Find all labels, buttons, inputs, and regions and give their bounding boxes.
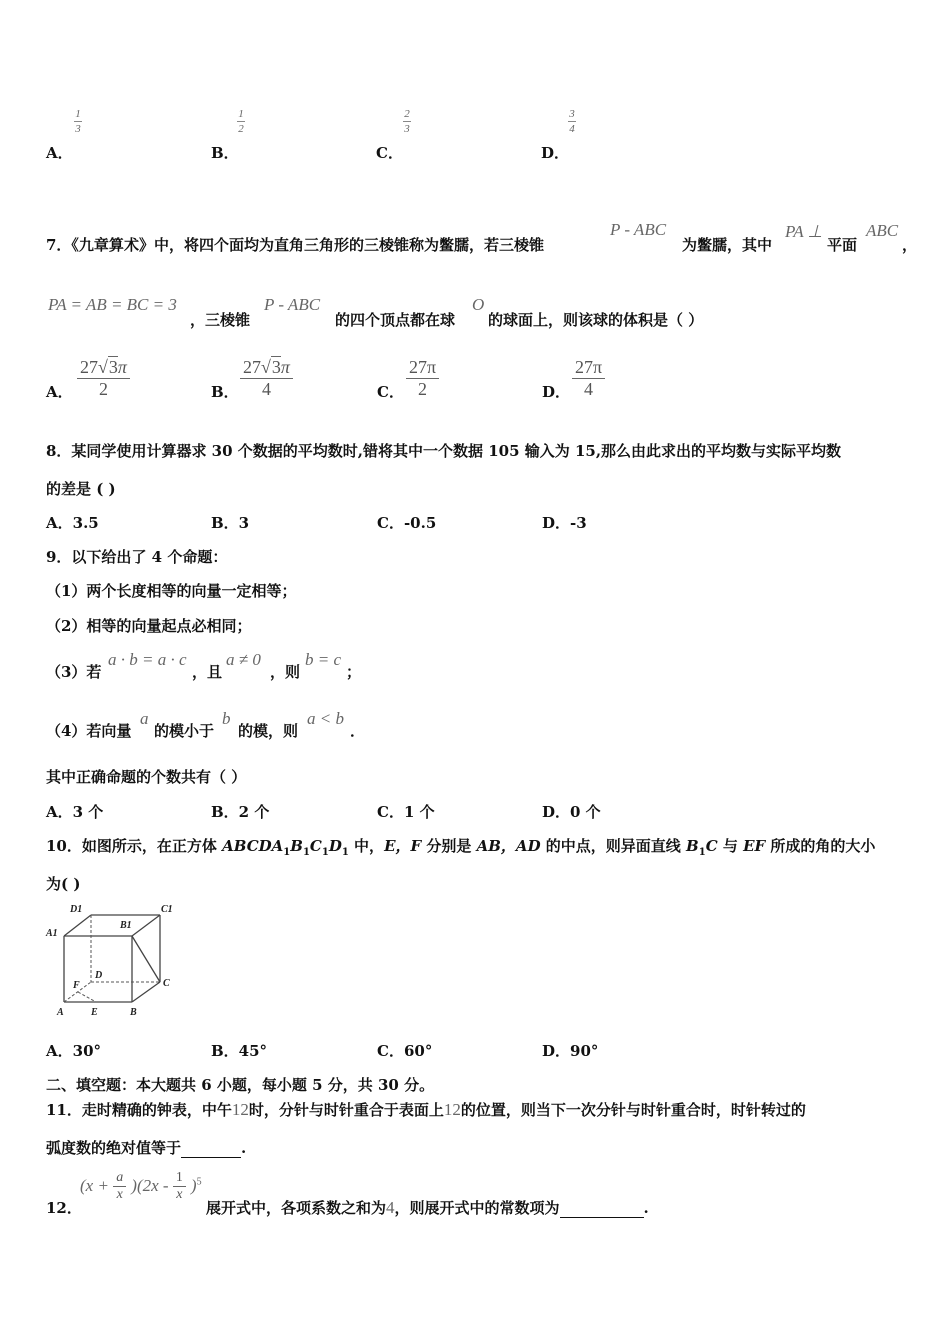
cube-edge <box>132 915 160 936</box>
q9-proposition-4-math-1: a <box>140 709 149 728</box>
cube-edge-b1c <box>132 936 160 982</box>
q10-line-1: 10．如图所示，在正方体 $ABCDA_1B_1C_1D_1$ 中，E，F 分别是 AB，AD 的中点，则异面直线 $B_1C$ 与 EF 所成的角的大小 <box>46 837 876 858</box>
q8-option-c: C．-0.5 <box>377 514 437 532</box>
q7-option-a-fraction <box>77 357 130 400</box>
q6-option-b-fraction <box>237 108 245 135</box>
label-e: E <box>91 1007 98 1018</box>
frac-num: 27π <box>575 357 603 377</box>
frac-num: 1 <box>238 108 244 120</box>
q7-text-5: ，三棱锥 <box>190 311 251 329</box>
q11-answer-blank[interactable] <box>181 1139 241 1158</box>
q10-option-c: C．60° <box>377 1042 433 1060</box>
label-f: F <box>73 980 80 991</box>
label-d1: D1 <box>70 904 83 915</box>
q12-text: 展开式中，各项系数之和为4，则展开式中的常数项为 . <box>206 1198 649 1217</box>
frac-den: 3 <box>75 123 81 135</box>
frac-den: 4 <box>569 123 575 135</box>
q9-option-c: C．1 个 <box>377 803 435 821</box>
q7-math-pa-perp: PA ⊥ <box>785 222 823 241</box>
q8-line-2: 的差是 ( ) <box>46 480 116 498</box>
q7-option-c-label: C． <box>377 383 404 401</box>
q9-proposition-4-then: 的模，则 <box>238 722 299 740</box>
frac-num: 2 <box>404 108 410 120</box>
frac-den: 2 <box>77 378 130 400</box>
q7-option-c-fraction <box>406 357 439 400</box>
q7-option-b-fraction <box>240 357 293 400</box>
q7-math-eq: PA = AB = BC = 3 <box>48 295 177 314</box>
q12-frac-2: $\frac{1}{x}$ <box>173 1170 186 1203</box>
q9-proposition-4-math-2: b <box>222 709 231 728</box>
frac-num: 1 <box>75 108 81 120</box>
q7-option-b-label: B． <box>211 383 239 401</box>
q9-proposition-2: （2）相等的向量起点必相同； <box>46 617 252 635</box>
q9-stem: 9．以下给出了 4 个命题： <box>46 548 228 566</box>
q12-expression: (x + $\frac{a}{x}$ )(2x - $\frac{1}{x}$ )$^5$ <box>80 1170 202 1202</box>
frac-num: 27π <box>409 357 437 377</box>
q7-option-d-label: D． <box>542 383 571 401</box>
q6-option-d-label: D． <box>541 144 570 162</box>
q7-math-pabc: P - ABC <box>610 220 667 239</box>
cube-figure <box>44 900 184 1024</box>
q6-option-a-fraction <box>74 108 82 135</box>
q8-option-d: D．-3 <box>542 514 587 532</box>
q7-math-abc: ABC <box>866 221 899 240</box>
q9-proposition-4-prefix: （4）若向量 <box>46 722 132 740</box>
q9-proposition-1: （1）两个长度相等的向量一定相等； <box>46 582 297 600</box>
q6-option-c-label: C． <box>376 144 403 162</box>
cube-edge <box>132 982 160 1002</box>
q9-proposition-3-end: ； <box>346 663 362 681</box>
q9-proposition-3-and: ，且 <box>192 663 223 681</box>
q10-line-2: 为( ) <box>46 875 81 893</box>
label-b1: B1 <box>120 920 132 931</box>
label-b: B <box>130 1007 137 1018</box>
q9-proposition-4-end: ． <box>350 722 366 740</box>
frac-den: 4 <box>240 378 293 400</box>
section-2-heading: 二、填空题：本大题共 6 小题，每小题 5 分，共 30 分。 <box>46 1076 435 1094</box>
q12-number: 12． <box>46 1199 82 1217</box>
q9-option-a: A．3 个 <box>46 803 104 821</box>
label-c: C <box>163 978 170 989</box>
q11-line-2: 弧度数的绝对值等于 . <box>46 1139 247 1157</box>
q7-option-a-label: A． <box>46 383 73 401</box>
q7-text-6: 的四个顶点都在球 <box>335 311 456 329</box>
q9-ask: 其中正确命题的个数共有（ ） <box>46 768 247 786</box>
q7-text-4: ， <box>902 236 918 254</box>
q9-proposition-3-math-2: a ≠ 0 <box>226 650 261 669</box>
q7-math-o: O <box>472 295 485 314</box>
q7-text-2: 为鳖臑，其中 <box>682 236 773 254</box>
frac-num: 27√3π <box>80 357 127 377</box>
cube-hidden-edge-ef <box>78 992 96 1002</box>
q6-option-a-label: A． <box>46 144 73 162</box>
q7-option-d-fraction <box>572 357 605 400</box>
q6-options <box>46 108 646 160</box>
cube-edge <box>64 915 91 936</box>
q8-option-a: A．3.5 <box>46 514 99 532</box>
label-a: A <box>57 1007 64 1018</box>
q7-text-7: 的球面上，则该球的体积是（ ） <box>488 311 704 329</box>
label-a1: A1 <box>46 928 58 939</box>
q9-option-b: B．2 个 <box>211 803 270 821</box>
q6-option-b-label: B． <box>211 144 239 162</box>
frac-den: 4 <box>572 378 605 400</box>
q6-option-d-fraction <box>568 108 576 135</box>
q9-proposition-4-math-3: a < b <box>307 709 344 728</box>
q9-proposition-4-mid: 的模小于 <box>154 722 215 740</box>
q7-math-pabc-2: P - ABC <box>264 295 321 314</box>
label-c1: C1 <box>161 904 173 915</box>
frac-den: 2 <box>238 123 244 135</box>
q9-proposition-3-prefix: （3）若 <box>46 663 102 681</box>
q9-option-d: D．0 个 <box>542 803 601 821</box>
q10-option-d: D．90° <box>542 1042 599 1060</box>
label-d: D <box>95 970 103 981</box>
q8-option-b: B．3 <box>211 514 250 532</box>
q10-option-a: A．30° <box>46 1042 102 1060</box>
q12-frac-1: $\frac{a}{x}$ <box>113 1170 126 1203</box>
frac-den: 3 <box>404 123 410 135</box>
q7-text-1: 7．《九章算术》中，将四个面均为直角三角形的三棱锥称为鳖臑，若三棱锥 <box>46 236 544 254</box>
q9-proposition-3-math-3: b = c <box>305 650 342 669</box>
q8-line-1: 8．某同学使用计算器求 30 个数据的平均数时,错将其中一个数据 105 输入为 15,那么由此求出的平均数与实际平均数 <box>46 442 842 460</box>
frac-num: 27√3π <box>243 357 290 377</box>
q6-option-c-fraction <box>403 108 411 135</box>
q12-answer-blank[interactable] <box>560 1199 644 1218</box>
q7-text-3: 平面 <box>827 236 858 254</box>
q10-option-b: B．45° <box>211 1042 268 1060</box>
frac-num: 3 <box>569 108 575 120</box>
frac-den: 2 <box>406 378 439 400</box>
q11-line-1: 11．走时精确的钟表，中午12时，分针与时针重合于表面上12的位置，则当下一次分针与时针重合时，时针转过的 <box>46 1100 806 1119</box>
q9-proposition-3-then: ，则 <box>270 663 301 681</box>
q9-proposition-3-math-1: a · b = a · c <box>108 650 187 669</box>
